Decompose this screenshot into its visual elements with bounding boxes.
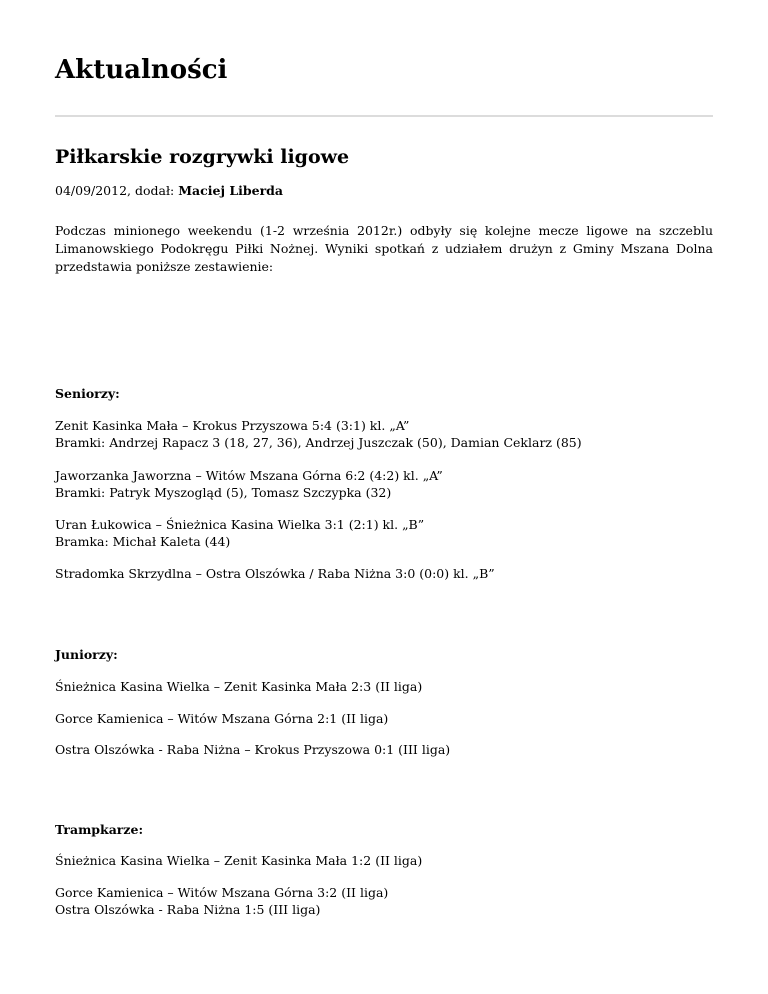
article-intro: Podczas minionego weekendu (1-2 września 2012r.) odbyły się kolejne mecze ligowe na szczeblu Limanowskiego Podokręgu Piłki Nożnej. Wyniki spotkań z udziałem drużyn z Gminy Mszana Dolna przedstawia poniższe zestawienie:: [55, 223, 713, 274]
scorers-line: Bramka: Michał Kaleta (44): [55, 534, 231, 549]
article-date: 04/09/2012, dodał:: [55, 183, 179, 198]
result-line: Ostra Olszówka - Raba Niżna 1:5 (III liga): [55, 902, 321, 917]
article-meta: [55, 182, 283, 200]
article-title: Piłkarskie rozgrywki ligowe: [55, 146, 350, 168]
header-divider: [55, 115, 713, 117]
result-line: Gorce Kamienica – Witów Mszana Górna 2:1 (II liga): [55, 711, 389, 726]
page-title: Aktualności: [55, 55, 228, 85]
result-line: Gorce Kamienica – Witów Mszana Górna 3:2 (II liga): [55, 885, 389, 900]
section-heading-juniorzy: Juniorzy:: [55, 647, 118, 662]
result-line: Śnieżnica Kasina Wielka – Zenit Kasinka Mała 1:2 (II liga): [55, 853, 423, 868]
scorers-line: Bramki: Patryk Myszogląd (5), Tomasz Szczypka (32): [55, 485, 392, 500]
result-line: Zenit Kasinka Mała – Krokus Przyszowa 5:4 (3:1) kl. „A”: [55, 418, 410, 433]
result-line: Śnieżnica Kasina Wielka – Zenit Kasinka Mała 2:3 (II liga): [55, 679, 423, 694]
result-line: Stradomka Skrzydlna – Ostra Olszówka / Raba Niżna 3:0 (0:0) kl. „B”: [55, 566, 495, 581]
scorers-line: Bramki: Andrzej Rapacz 3 (18, 27, 36), Andrzej Juszczak (50), Damian Ceklarz (85): [55, 435, 582, 450]
section-heading-trampkarze: Trampkarze:: [55, 822, 144, 837]
article-author: Maciej Liberda: [178, 183, 283, 198]
result-line: Jaworzanka Jaworzna – Witów Mszana Górna 6:2 (4:2) kl. „A”: [55, 468, 443, 483]
result-line: Uran Łukowica – Śnieżnica Kasina Wielka 3:1 (2:1) kl. „B”: [55, 517, 425, 532]
section-heading-seniorzy: Seniorzy:: [55, 386, 120, 401]
result-line: Ostra Olszówka - Raba Niżna – Krokus Przyszowa 0:1 (III liga): [55, 742, 451, 757]
